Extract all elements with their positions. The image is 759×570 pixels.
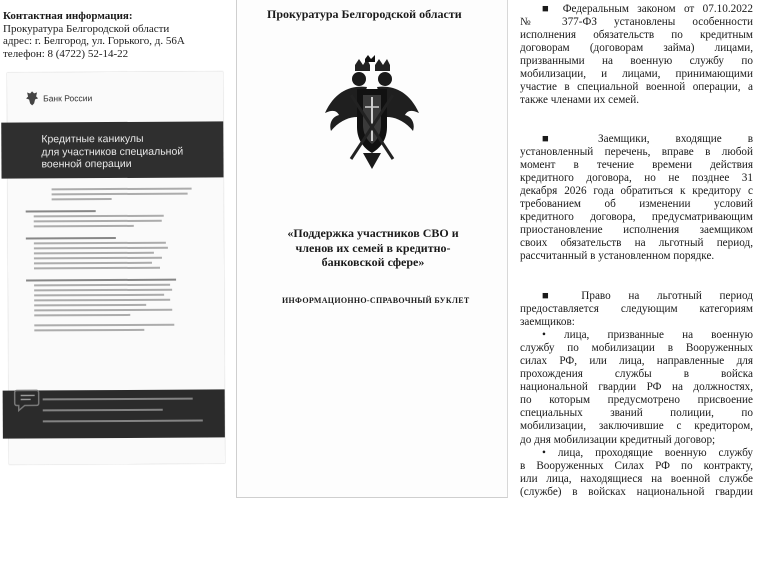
eagle-icon bbox=[25, 90, 39, 106]
booklet-title bbox=[267, 226, 479, 270]
contact-phone: телефон: 8 (4722) 52-14-22 bbox=[3, 47, 129, 60]
text-line: приостановление исполнения заемщиком bbox=[520, 224, 753, 237]
text-line: участие в специальной военной операции, а bbox=[520, 81, 753, 94]
text-line: силах РФ, или лица, направленные для bbox=[520, 355, 753, 368]
bank-name: Банк России bbox=[43, 93, 93, 104]
text-line: своих обязательств на льготный период, bbox=[520, 237, 753, 250]
paragraph-borrowers bbox=[520, 133, 753, 263]
text-line: ■ Заемщики, входящие в bbox=[542, 133, 753, 145]
text-line: ■ Право на льготный период bbox=[542, 290, 753, 302]
banner-line: военной операции bbox=[41, 157, 132, 171]
text-line: в Вооруженных Силах РФ по контракту, bbox=[520, 459, 753, 472]
text-line: прохождения службы в войска bbox=[520, 368, 753, 381]
text-line: кредитного договора, предусматривающим bbox=[520, 211, 753, 224]
back-panel bbox=[0, 0, 232, 570]
prosecutor-emblem-icon bbox=[321, 55, 423, 175]
chat-bubble-icon bbox=[13, 384, 41, 412]
contact-heading: Контактная информация: bbox=[3, 10, 133, 22]
paragraph-law bbox=[520, 3, 753, 107]
text-panel bbox=[515, 0, 759, 520]
text-line: также членами их семей. bbox=[520, 94, 640, 107]
text-line: призванными на военную службу по bbox=[520, 55, 753, 68]
leaflet-banner bbox=[1, 121, 223, 178]
text-line: требованием об изменении условий bbox=[520, 198, 753, 211]
text-line: специальных званий полиции, по bbox=[520, 407, 753, 420]
booklet-title-line: членов их семей в кредитно- bbox=[295, 240, 451, 255]
booklet-title-line: «Поддержка участников СВО и bbox=[287, 226, 459, 240]
bank-leaflet-image bbox=[7, 71, 225, 464]
text-line: момент в течение времени действия bbox=[520, 159, 753, 172]
text-line: службу по мобилизации в Вооруженных bbox=[520, 342, 753, 355]
contact-org: Прокуратура Белгородской области bbox=[3, 22, 170, 35]
text-line: или лица, находящиеся на военной службе bbox=[520, 472, 753, 485]
text-line: договорам (договорам займа) лицами, bbox=[520, 42, 753, 55]
leaflet-fine-print bbox=[22, 183, 219, 334]
text-line: кредитного договора, но не позднее 31 bbox=[520, 172, 753, 185]
text-line: по которым предусмотрено присвоение bbox=[520, 394, 753, 407]
bank-logo bbox=[25, 90, 92, 106]
paragraph-categories bbox=[520, 290, 753, 499]
text-line: • лица, призванные на военную bbox=[542, 329, 753, 342]
contact-block bbox=[3, 10, 229, 60]
booklet-title-line: банковской сфере» bbox=[321, 255, 425, 269]
banner-line: для участников специальной bbox=[41, 145, 184, 158]
booklet-subtitle: ИНФОРМАЦИОННО-СПРАВОЧНЫЙ БУКЛЕТ bbox=[282, 296, 470, 305]
cover-panel bbox=[236, 0, 508, 498]
text-line: национальной гвардии РФ на должностях, bbox=[520, 381, 753, 394]
text-line: установленный перечень, вправе в любой bbox=[520, 146, 753, 159]
text-line: (службе) в войсках национальной гвардии bbox=[520, 485, 753, 498]
text-line: декабря 2026 года обратиться к кредитору с bbox=[520, 185, 753, 198]
text-line: мобилизации, и лицами, принимающими bbox=[520, 68, 753, 81]
text-line: заемщиков: bbox=[520, 316, 575, 329]
contact-address: адрес: г. Белгород, ул. Горького, д. 56А bbox=[3, 35, 185, 47]
text-line: исполнения обязательств по кредитным bbox=[520, 29, 753, 42]
org-title: Прокуратура Белгородской области bbox=[267, 7, 462, 21]
text-line: № 377-ФЗ установлены особенности bbox=[520, 16, 753, 29]
text-line: мобилизации, заключившие с кредитором, bbox=[520, 420, 753, 433]
text-line: рассчитанный в установленном порядке. bbox=[520, 250, 715, 263]
text-line: предоставляется следующим категориям bbox=[520, 303, 753, 316]
banner-line: Кредитные каникулы bbox=[41, 132, 144, 146]
text-line: ■ Федеральным законом от 07.10.2022 bbox=[542, 3, 753, 15]
text-line: • лица, проходящие военную службу bbox=[542, 446, 753, 459]
text-line: до дня мобилизации кредитный договор; bbox=[520, 433, 716, 446]
